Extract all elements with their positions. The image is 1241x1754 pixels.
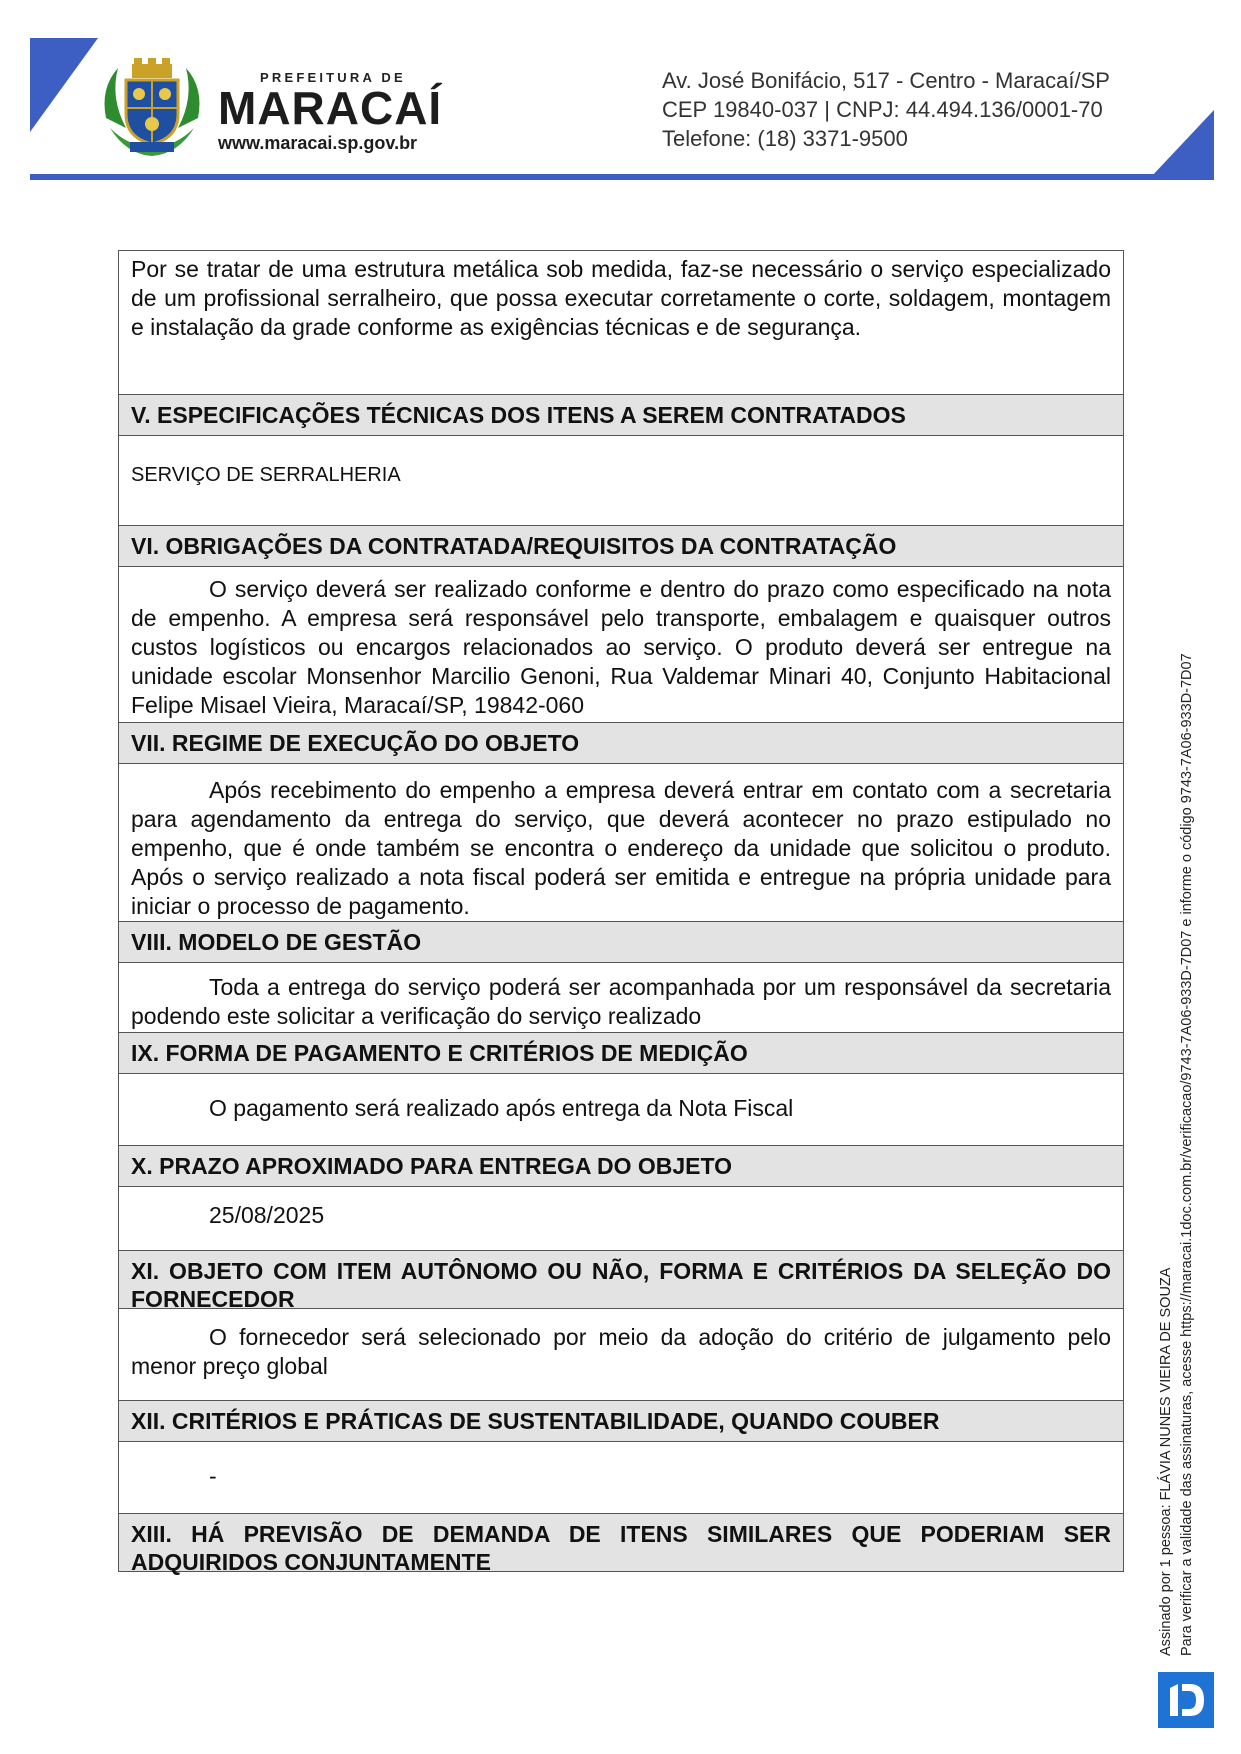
phone-line: Telefone: (18) 3371-9500 bbox=[662, 126, 908, 151]
section-viii-body: Toda a entrega do serviço poderá ser acompanhada por um responsável da secretaria podendo este solicitar a verificação do serviço realizado bbox=[131, 974, 1111, 1029]
intro-text: Por se tratar de uma estrutura metálica sob medida, faz-se necessário o serviço especializado de um profissional serralheiro, que possa executar corretamente o corte, soldagem, montagem e instalação da grade conforme as exigências técnicas e de segurança. bbox=[131, 256, 1111, 340]
header-corner-right bbox=[1150, 110, 1214, 178]
section-xi-heading bbox=[119, 1250, 1123, 1312]
section-xii-heading: XII. CRITÉRIOS E PRÁTICAS DE SUSTENTABILIDADE, QUANDO COUBER bbox=[119, 1400, 1123, 1441]
section-viii-heading: VIII. MODELO DE GESTÃO bbox=[119, 921, 1123, 962]
section-vii-heading: VII. REGIME DE EXECUÇÃO DO OBJETO bbox=[119, 722, 1123, 763]
section-xii-body: - bbox=[209, 1463, 217, 1489]
section-vi-heading: VI. OBRIGAÇÕES DA CONTRATADA/REQUISITOS DA CONTRATAÇÃO bbox=[119, 525, 1123, 566]
section-ix-body: O pagamento será realizado após entrega da Nota Fiscal bbox=[209, 1095, 794, 1121]
section-v-heading: V. ESPECIFICAÇÕES TÉCNICAS DOS ITENS A SEREM CONTRATADOS bbox=[119, 394, 1123, 435]
section-x-row bbox=[119, 1186, 1123, 1250]
address-line: Av. José Bonifácio, 517 - Centro - Maracaí/SP bbox=[662, 68, 1110, 93]
section-x-heading: X. PRAZO APROXIMADO PARA ENTREGA DO OBJETO bbox=[119, 1145, 1123, 1186]
brand-website[interactable]: www.maracai.sp.gov.br bbox=[218, 133, 418, 153]
section-x-body: 25/08/2025 bbox=[209, 1202, 325, 1228]
signature-verification-link[interactable]: Para verificar a validade das assinaturas, acesse https://maracai.1doc.com.br/verificacao/9743-7A06-933D-7D07 e informe o código 9743-7A06-933D-7D07 bbox=[1179, 653, 1195, 1656]
1doc-badge-icon bbox=[1158, 1672, 1214, 1728]
section-xiii-title: XIII. HÁ PREVISÃO DE DEMANDA DE ITENS SIMILARES QUE PODERIAM SER ADQUIRIDOS CONJUNTAMENTE bbox=[131, 1521, 1111, 1575]
header-corner-left bbox=[30, 38, 98, 132]
section-v-body: SERVIÇO DE SERRALHERIA bbox=[119, 435, 1123, 525]
section-xiii-heading bbox=[119, 1513, 1123, 1575]
municipal-crest-logo bbox=[96, 58, 208, 160]
section-xi-body: O fornecedor será selecionado por meio da adoção do critério de julgamento pelo menor preço global bbox=[131, 1324, 1111, 1379]
terms-table bbox=[118, 250, 1124, 1575]
section-xii-row bbox=[119, 1441, 1123, 1513]
brand-name: MARACAÍ bbox=[218, 82, 443, 134]
section-xi-title: XI. OBJETO COM ITEM AUTÔNOMO OU NÃO, FORMA E CRITÉRIOS DA SELEÇÃO DO FORNECEDOR bbox=[131, 1258, 1111, 1312]
section-vi-row bbox=[119, 566, 1123, 722]
section-ix-row bbox=[119, 1073, 1123, 1145]
section-xi-row bbox=[119, 1308, 1123, 1400]
section-vi-body: O serviço deverá ser realizado conforme e dentro do prazo como especificado na nota de empenho. A empresa será responsável pelo transporte, embalagem e quaisquer outros custos logísticos ou encargos relacionados ao serviço. O produto deverá ser entregue na unidade escolar Monsenhor Marcilio Genoni, Rua Valdemar Minari 40, Conjunto Habitacional Felipe Misael Vieira, Maracaí/SP, 19842-060 bbox=[131, 576, 1111, 718]
section-ix-heading: IX. FORMA DE PAGAMENTO E CRITÉRIOS DE MEDIÇÃO bbox=[119, 1032, 1123, 1073]
section-viii-row bbox=[119, 962, 1123, 1032]
brand-prefix: PREFEITURA DE bbox=[260, 70, 406, 85]
brand-block bbox=[218, 70, 442, 154]
signature-signer: Assinado por 1 pessoa: FLÁVIA NUNES VIEIRA DE SOUZA bbox=[1158, 1267, 1174, 1656]
header-address bbox=[662, 66, 1110, 153]
section-vii-row bbox=[119, 763, 1123, 921]
header-rule bbox=[30, 174, 1214, 180]
cep-cnpj-line: CEP 19840-037 | CNPJ: 44.494.136/0001-70 bbox=[662, 97, 1103, 122]
signature-notice bbox=[1156, 576, 1198, 1656]
section-vii-body: Após recebimento do empenho a empresa deverá entrar em contato com a secretaria para agendamento da entrega do serviço, que deverá acontecer no prazo estipulado no empenho, que é onde também se encontra o endereço da unidade que solicitou o produto. Após o serviço realizado a nota fiscal poderá ser emitida e entregue na própria unidade para iniciar o processo de pagamento. bbox=[131, 777, 1111, 919]
intro-row bbox=[119, 251, 1123, 394]
